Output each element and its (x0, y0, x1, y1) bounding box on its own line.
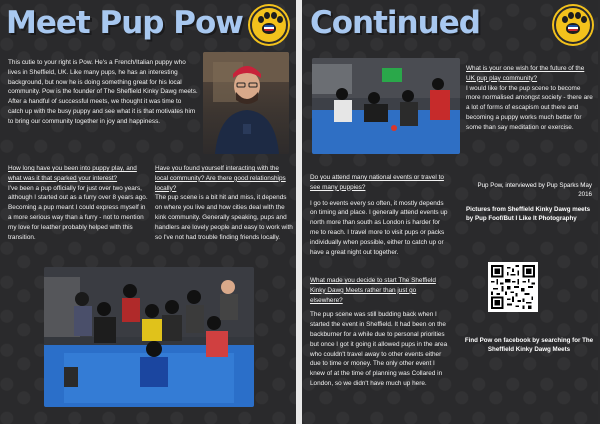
portrait-photo (203, 52, 289, 154)
question-4: Do you attend many national events or travel to see many puppies? (310, 174, 444, 191)
question-answer-5 (310, 276, 448, 389)
question-1: How long have you been into puppy play, and what was it that sparked your interest? (8, 165, 137, 182)
qr-code-icon (488, 262, 538, 312)
question-3: What is your one wish for the future of the UK pup play community? (466, 65, 585, 82)
question-answer-4 (310, 173, 448, 257)
interview-credit: Pup Pow, interviewed by Pup Sparks May 2016 (477, 182, 592, 198)
right-page (302, 0, 598, 424)
facebook-note: Find Pow on facebook by searching for The Sheffield Kinky Dawg Meets (464, 337, 594, 353)
photo-credit: Pictures from Sheffield Kinky Dawg meets by Pup Foof/But I Like It Photography (466, 206, 591, 222)
left-page (0, 0, 296, 424)
answer-3: I would like for the pup scene to become more normalised amongst society - there are a lot of forms of escapism out there and becoming a puppy works much better for some than say meditation or exercise. (466, 84, 593, 131)
answer-1: I've been a pup officially for just over two years, although I started out as a furry over 8 years ago. Becoming a pup meant I could express myself in a more serious way than a furry - not to mention my love for leather probably helped with this transition. (8, 184, 148, 241)
question-answer-3 (466, 64, 594, 133)
answer-4: I go to events every so often, it mostly depends on timing and place. I generally attend events up north more than south as London is harder for me to reach. I travel more to visit pups or packs individually when possible, either to catch up or have a great night out together. (310, 199, 448, 256)
paw-badge-icon (554, 6, 592, 44)
answer-5: The pup scene was still budding back when I started the event in Sheffield. It had been on the backburner for a while due to personal priorities but once I got it going it allowed pups in the area who couldn't travel away to other events either due to time or money. The only other event I knew of at the time of planning was Collared in London, so we didn't have much up here. (310, 311, 448, 387)
intro-paragraph: This cutie to your right is Pow. He's a French/Italian puppy who lives in Sheffield, UK. Like many pups, he has an interesting background, but now he is doing something great for his local community. Pow is the founder of The Sheffield Kinky Dawg meets. After a handful of successful meets, we thought it was time to catch up with the busy puppy and see what it is that motivates him to bring our community together in joy and happiness. (8, 59, 198, 125)
question-answer-1 (8, 164, 148, 242)
page-title-left: Meet Pup Pow (6, 5, 243, 41)
answer-2: The pup scene is a bit hit and miss, it depends on where you live and how cities deal with the kink community. Generally speaking, pups and handlers are lovely people and easy to work with so I've not had trouble finding friends locally. (155, 194, 293, 241)
question-answer-2 (155, 164, 293, 242)
event-photo (312, 58, 460, 154)
question-2: Have you found yourself interacting with the local community? Are there good relationships locally? (155, 165, 286, 192)
paw-badge-icon (250, 6, 288, 44)
group-photo (44, 267, 254, 407)
question-5: What made you decide to start The Sheffield Kinky Dawg Meets rather than just go elsewhere? (310, 277, 436, 304)
page-title-right: Continued (310, 5, 480, 41)
